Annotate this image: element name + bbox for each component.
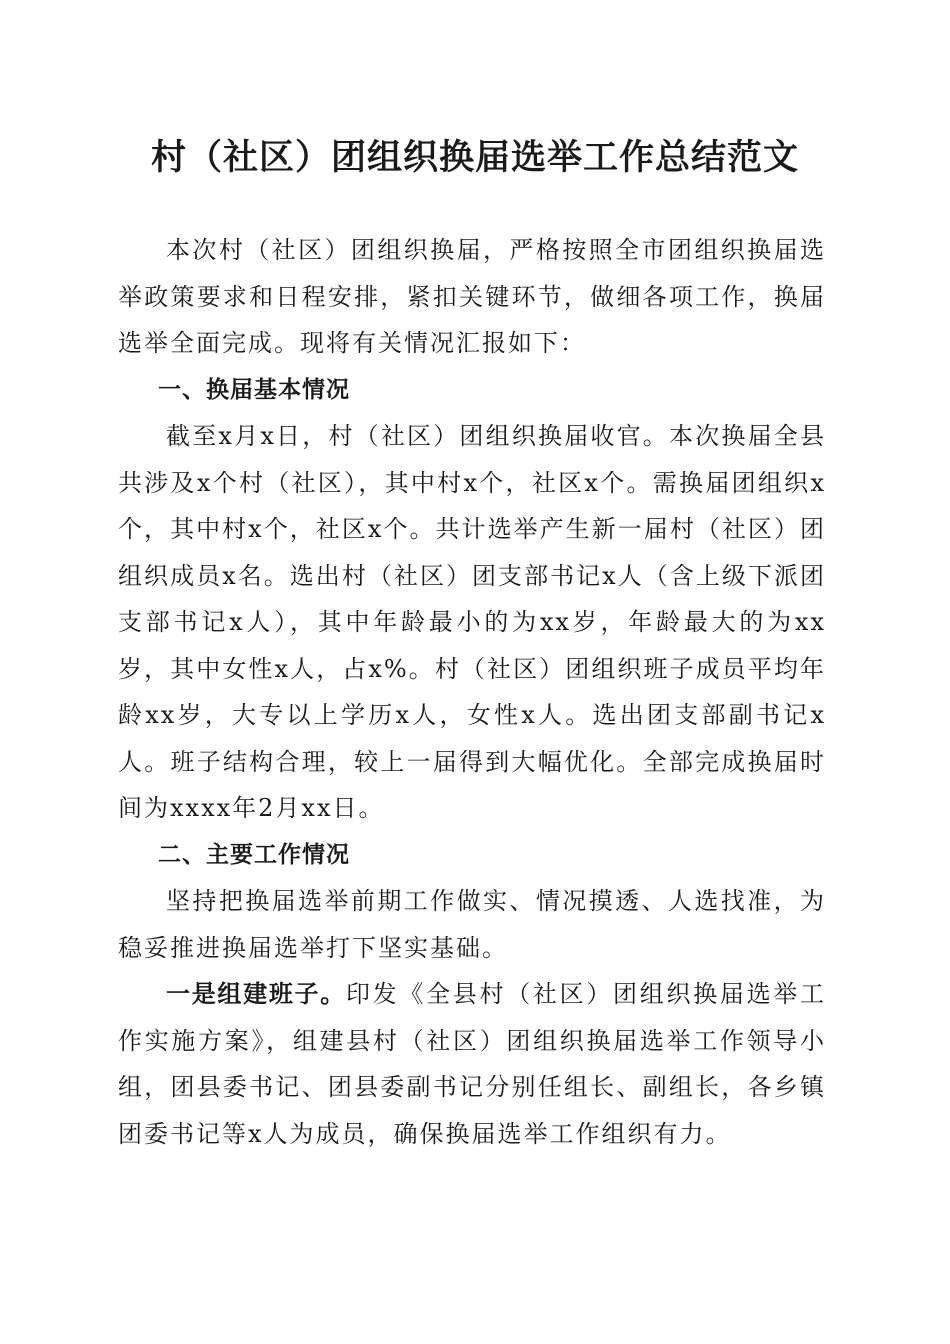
section-heading-basic-situation: 一、换届基本情况 bbox=[158, 376, 350, 403]
document-title: 村（社区）团组织换届选举工作总结范文 bbox=[150, 138, 799, 178]
work-item-body: 印发《全县村（社区）团组织换届选举工作实施方案》，组建县村（社区）团组织换届选举工作领导小组，团县委书记、团县委副书记分别任组长、副组长，各乡镇团委书记等x人为成员，确保换届选举工作组织有力。 bbox=[118, 980, 827, 1148]
work-item-paragraph bbox=[118, 971, 826, 1157]
intro-paragraph: 本次村（社区）团组织换届，严格按照全市团组织换届选举政策要求和日程安排，紧扣关键环节，做细各项工作，换届选举全面完成。现将有关情况汇报如下： bbox=[118, 236, 826, 357]
work-item-lead: 一是组建班子。 bbox=[166, 980, 346, 1008]
section-heading-main-work: 二、主要工作情况 bbox=[158, 841, 350, 868]
section-paragraph-main-work: 坚持把换届选举前期工作做实、情况摸透、人选找准，为稳妥推进换届选举打下坚实基础。 bbox=[118, 887, 826, 962]
section-paragraph-basic-situation: 截至x月x日，村（社区）团组织换届收官。本次换届全县共涉及x个村（社区），其中村x个，社区x个。需换届团组织x个，其中村x个，社区x个。共计选举产生新一届村（社区）团组织成员x名。选出村（社区）团支部书记x人（含上级下派团支部书记x人），其中年龄最小的为xx岁，年龄最大的为xx岁，其中女性x人，占x%。村（社区）团组织班子成员平均年龄xx岁，大专以上学历x人，女性x人。选出团支部副书记x人。班子结构合理，较上一届得到大幅优化。全部完成换届时间为xxxx年2月xx日。 bbox=[118, 422, 826, 822]
document-body bbox=[118, 227, 826, 1157]
